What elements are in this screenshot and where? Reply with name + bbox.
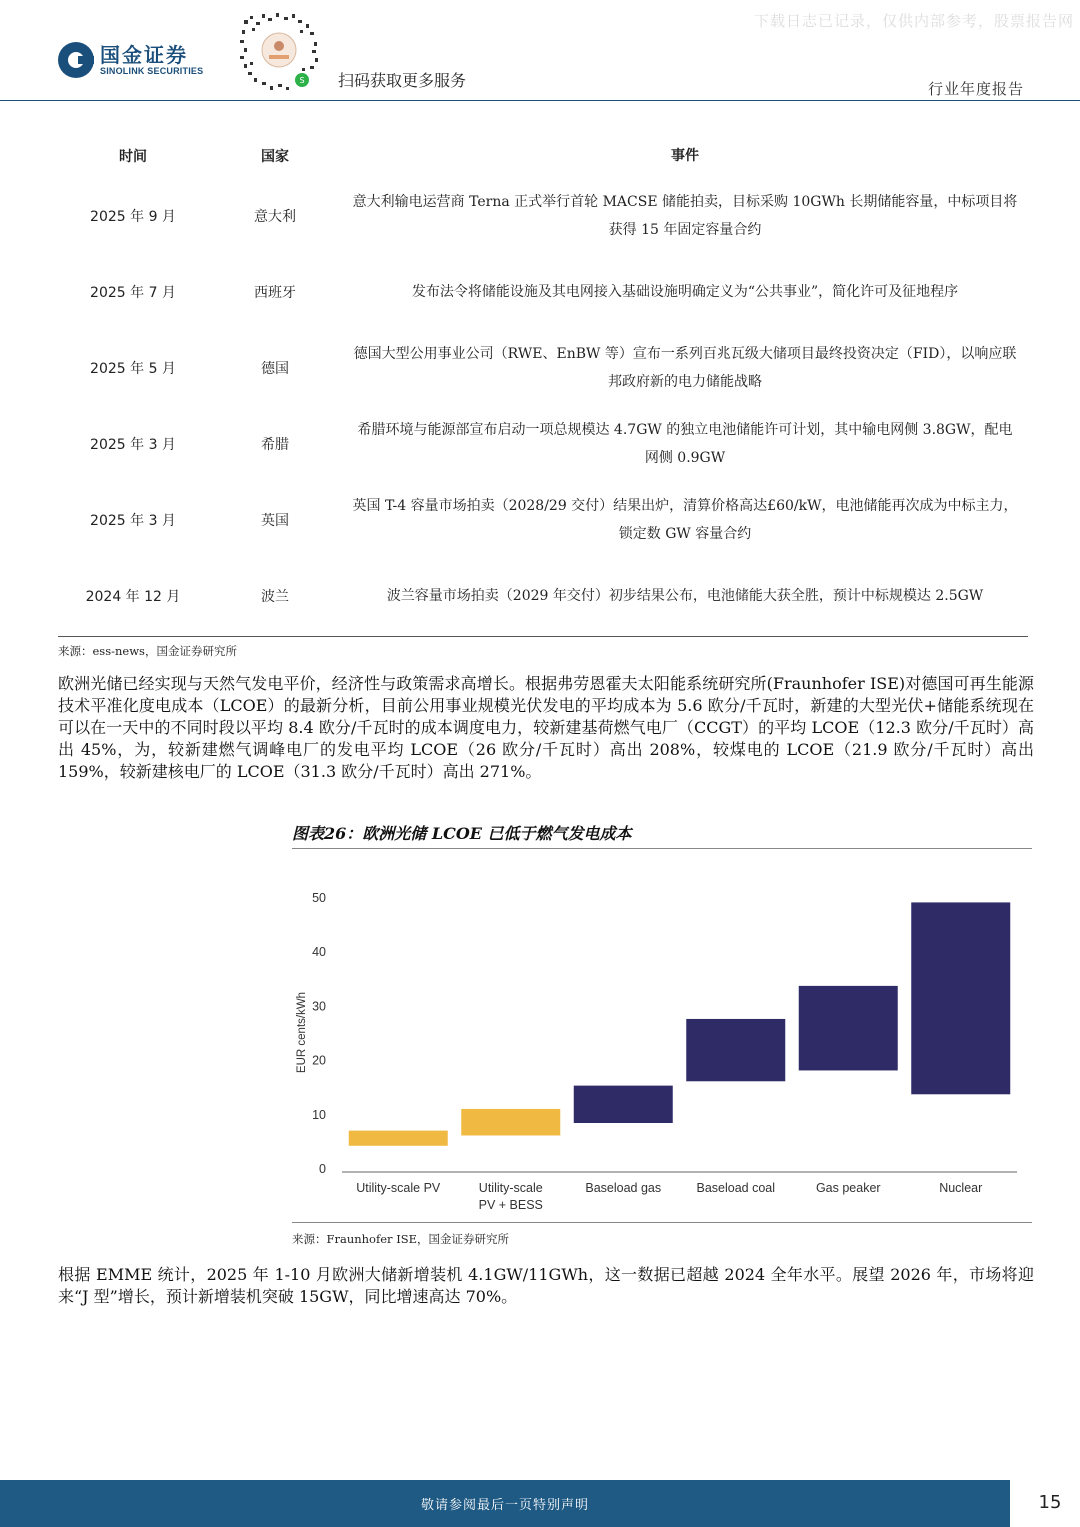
x-tick-label: Gas peaker [815, 1181, 881, 1195]
cell-time: 2025 年 3 月 [90, 513, 176, 529]
footer-disclaimer: 敬请参阅最后一页特别声明 [420, 1498, 589, 1513]
header-time: 时间 [119, 149, 147, 165]
logo-cn-text: 国金证券 [100, 43, 188, 67]
y-tick-label: 30 [312, 999, 326, 1014]
watermark-text: 下载日志已记录，仅供内部参考，股票报告网 [753, 12, 1074, 30]
y-tick-label: 40 [312, 945, 326, 960]
table-row [58, 254, 1028, 330]
bar-nuclear [911, 902, 1010, 1094]
body-paragraph-emme: 根据 EMME 统计，2025 年 1-10 月欧洲大储新增装机 4.1GW/11GWh，这一数据已超越 2024 全年水平。展望 2026 年，市场将迎来“J 型”增长，预计新增装机突破 15GW，同比增速高达 70%。 [58, 1265, 1034, 1306]
figure-top-rule [292, 848, 1032, 849]
table-row [58, 178, 1028, 254]
bar-utility-scale-pv [349, 1131, 448, 1146]
header-divider [0, 100, 1080, 101]
logo-en-text: SINOLINK SECURITIES [100, 66, 204, 76]
logo-mark-icon [58, 42, 94, 78]
bar-gas-peaker [799, 986, 898, 1071]
table-row [58, 558, 1028, 634]
qr-code-icon[interactable] [236, 8, 322, 94]
cell-country: 西班牙 [254, 285, 296, 301]
table-row [58, 330, 1028, 406]
header-event: 事件 [671, 148, 699, 164]
page-header [0, 0, 1080, 102]
x-tick-label: Utility-scale PV [356, 1181, 441, 1195]
figure-title: 图表26：欧洲光储 LCOE 已低于燃气发电成本 [292, 824, 632, 843]
x-tick-label: Nuclear [939, 1181, 983, 1195]
cell-time: 2024 年 12 月 [85, 589, 181, 605]
cell-event: 波兰容量市场拍卖（2029 年交付）初步结果公布，电池储能大获全胜，预计中标规模达 2.5GW [386, 588, 984, 604]
company-logo [58, 42, 203, 78]
table-row [58, 406, 1028, 482]
header-country: 国家 [261, 149, 289, 165]
x-tick-label: Utility-scale [478, 1181, 543, 1195]
cell-time: 2025 年 3 月 [90, 437, 176, 453]
figure-source: 来源：Fraunhofer ISE，国金证券研究所 [292, 1232, 510, 1246]
table-bottom-rule [58, 636, 1028, 637]
y-tick-label: 20 [312, 1053, 326, 1068]
figure-bottom-rule [292, 1222, 1032, 1223]
table-row [58, 482, 1028, 558]
cell-event: 英国 T-4 容量市场拍卖（2028/29 交付）结果出炉，清算价格高达£60/kW，电池储能再次成为中标主力，锁定数 GW 容量合约 [352, 498, 1018, 542]
cell-event: 德国大型公用事业公司（RWE、EnBW 等）宣布一系列百兆瓦级大储项目最终投资决定（FID），以响应联邦政府新的电力储能战略 [353, 346, 1017, 390]
lcoe-bar-chart [292, 860, 1032, 1220]
svg-text:S: S [299, 76, 305, 85]
bar-utility-scale-pv-bess [461, 1109, 560, 1136]
table-header [58, 134, 1028, 178]
cell-time: 2025 年 5 月 [90, 361, 176, 377]
cell-country: 意大利 [254, 209, 296, 225]
qr-caption: 扫码获取更多服务 [338, 71, 467, 90]
body-paragraph-lcoe: 欧洲光储已经实现与天然气发电平价，经济性与政策需求高增长。根据弗劳恩霍夫太阳能系统研究所(Fraunhofer ISE)对德国可再生能源技术平准化度电成本（LCOE）的最新分析，目前公用事业规模光伏发电的平均成本为 5.6 欧分/千瓦时，新建的大型光伏+储能系统现在可以在一天中的不同时段以平均 8.4 欧分/千瓦时的成本调度电力，较新建基荷燃气电厂（CCGT）的平均 LCOE（12.3 欧分/千瓦时）高出 45%，为，较新建燃气调峰电厂的发电平均 LCOE（26 欧分/千瓦时）高出 208%，较煤电的 LCOE（21.9 欧分/千瓦时）高出 159%，较新建核电厂的 LCOE（31.3 欧分/千瓦时）高出 271%。 [58, 674, 1034, 781]
bar-baseload-gas [574, 1086, 673, 1123]
cell-event: 意大利输电运营商 Terna 正式举行首轮 MACSE 储能拍卖，目标采购 10GWh 长期储能容量，中标项目将获得 15 年固定容量合约 [352, 194, 1018, 238]
y-tick-label: 50 [312, 891, 326, 905]
cell-country: 英国 [261, 513, 289, 529]
cell-time: 2025 年 7 月 [90, 285, 176, 301]
y-tick-label: 10 [312, 1107, 326, 1122]
x-tick-label: PV + BESS [478, 1198, 543, 1212]
y-axis-label: EUR cents/kWh [296, 991, 308, 1074]
bar-baseload-coal [686, 1019, 785, 1081]
cell-country: 德国 [261, 361, 289, 377]
page-number: 15 [1038, 1492, 1062, 1513]
cell-event: 发布法令将储能设施及其电网接入基础设施明确定义为“公共事业”，简化许可及征地程序 [411, 284, 959, 300]
report-type-label: 行业年度报告 [927, 80, 1024, 98]
cell-country: 希腊 [261, 437, 289, 453]
events-table [58, 134, 1028, 634]
cell-country: 波兰 [261, 589, 289, 605]
y-tick-label: 0 [319, 1162, 326, 1176]
x-tick-label: Baseload coal [696, 1181, 776, 1195]
cell-time: 2025 年 9 月 [90, 209, 176, 225]
table-source: 来源：ess-news，国金证券研究所 [58, 644, 237, 658]
cell-event: 希腊环境与能源部宣布启动一项总规模达 4.7GW 的独立电池储能许可计划，其中输电网侧 3.8GW，配电网侧 0.9GW [357, 422, 1013, 466]
x-tick-label: Baseload gas [585, 1181, 662, 1195]
